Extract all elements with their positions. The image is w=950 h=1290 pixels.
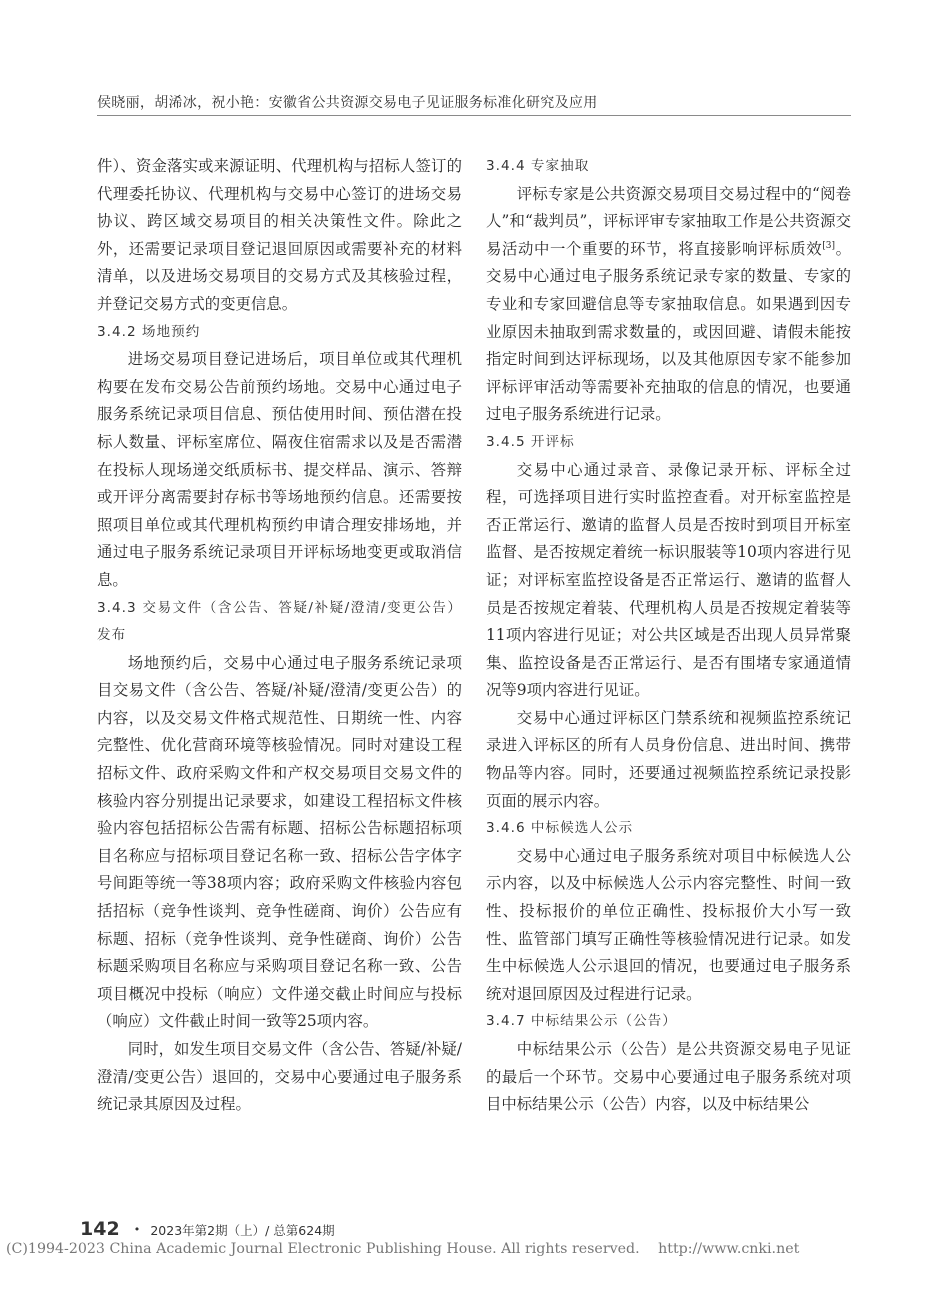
- section-heading-3-4-3: 3.4.3 交易文件（含公告、答疑/补疑/澄清/变更公告）发布: [97, 599, 462, 644]
- paragraph: 同时，如发生项目交易文件（含公告、答疑/补疑/澄清/变更公告）退回的，交易中心要通过电子服务系统记录其原因及过程。: [97, 1040, 462, 1114]
- paragraph-text: 评标专家是公共资源交易项目交易过程中的“阅卷人”和“裁判员”，评标评审专家抽取工作是公共资源交易活动中一个重要的环节，将直接影响评标质效: [486, 184, 851, 258]
- issue-info: 2023年第2期（上）/ 总第624期: [150, 1223, 335, 1238]
- right-column: [486, 153, 851, 1119]
- left-column: [97, 153, 462, 1119]
- copyright-text: (C)1994-2023 China Academic Journal Electronic Publishing House. All rights reserved.: [6, 1241, 640, 1257]
- citation-ref[interactable]: [3]: [822, 240, 835, 251]
- paragraph-with-citation: [486, 181, 851, 429]
- section-heading-3-4-6: 3.4.6 中标候选人公示: [486, 820, 634, 837]
- bullet-separator: •: [133, 1223, 141, 1236]
- paragraph-text: 。交易中心通过电子服务系统记录专家的数量、专家的专业和专家回避信息等专家抽取信息。如果遇到因专业原因未抽取到需求数量的，或因回避、请假未能按指定时间到达评标现场，以及其他原因专家不能参加评标评审活动等需要补充抽取的信息的情况，也要通过电子服务系统进行记录。: [486, 239, 851, 424]
- section-heading-3-4-2: 3.4.2 场地预约: [97, 323, 201, 340]
- running-header: 侯晓丽，胡浠冰，祝小艳：安徽省公共资源交易电子见证服务标准化研究及应用: [97, 95, 598, 111]
- paragraph: 交易中心通过评标区门禁系统和视频监控系统记录进入评标区的所有人员身份信息、进出时间、携带物品等内容。同时，还要通过视频监控系统记录投影页面的展示内容。: [486, 708, 851, 810]
- cnki-link[interactable]: http://www.cnki.net: [658, 1241, 800, 1257]
- page-number: 142: [80, 1218, 120, 1240]
- paragraph: 进场交易项目登记进场后，项目单位或其代理机构要在发布交易公告前预约场地。交易中心通过电子服务系统记录项目信息、预估使用时间、预估潜在投标人数量、评标室席位、隔夜住宿需求以及是否需潜在投标人现场递交纸质标书、提交样品、演示、答辩或开评分离需要封存标书等场地预约信息。还需要按照项目单位或其代理机构预约申请合理安排场地，并通过电子服务系统记录项目开评标场地变更或取消信息。: [97, 350, 462, 589]
- section-heading-3-4-7: 3.4.7 中标结果公示（公告）: [486, 1013, 677, 1030]
- page-footer: [80, 1218, 335, 1240]
- copyright-line: [6, 1241, 799, 1257]
- paragraph: 交易中心通过录音、录像记录开标、评标全过程，可选择项目进行实时监控查看。对开标室监控是否正常运行、邀请的监督人员是否按时到项目开标室监督、是否按规定着统一标识服装等10项内容进行见证；对评标室监控设备是否正常运行、邀请的监督人员是否按规定着装、代理机构人员是否按规定着装等11项内容进行见证；对公共区域是否出现人员异常聚集、监控设备是否正常运行、是否有围堵专家通道情况等9项内容进行见证。: [486, 460, 851, 700]
- paragraph: 中标结果公示（公告）是公共资源交易电子见证的最后一个环节。交易中心要通过电子服务系统对项目中标结果公示（公告）内容，以及中标结果公: [486, 1040, 851, 1114]
- section-heading-3-4-5: 3.4.5 开评标: [486, 433, 575, 450]
- section-heading-3-4-4: 3.4.4 专家抽取: [486, 158, 590, 174]
- header-rule: [97, 115, 851, 116]
- paragraph: 交易中心通过电子服务系统对项目中标候选人公示内容，以及中标候选人公示内容完整性、时间一致性、投标报价的单位正确性、投标报价大小写一致性、监管部门填写正确性等核验情况进行记录。如发生中标候选人公示退回的情况，也要通过电子服务系统对退回原因及过程进行记录。: [486, 846, 851, 1003]
- paragraph: 场地预约后，交易中心通过电子服务系统记录项目交易文件（含公告、答疑/补疑/澄清/变更公告）的内容，以及交易文件格式规范性、日期统一性、内容完整性、优化营商环境等核验情况。同时对建设工程招标文件、政府采购文件和产权交易项目交易文件的核验内容分别提出记录要求，如建设工程招标文件核验内容包括招标公告需有标题、招标公告标题招标项目名称应与招标项目登记名称一致、招标公告字体字号间距等统一等38项内容；政府采购文件核验内容包括招标（竞争性谈判、竞争性磋商、询价）公告应有标题、招标（竞争性谈判、竞争性磋商、询价）公告标题采购项目名称应与采购项目登记名称一致、公告项目概况中投标（响应）文件递交截止时间应与投标（响应）文件截止时间一致等25项内容。: [97, 653, 462, 1031]
- paragraph: 件）、资金落实或来源证明、代理机构与招标人签订的代理委托协议、代理机构与交易中心签订的进场交易协议、跨区域交易项目的相关决策性文件。除此之外，还需要记录项目登记退回原因或需要补充的材料清单，以及进场交易项目的交易方式及其核验过程，并登记交易方式的变更信息。: [97, 157, 462, 313]
